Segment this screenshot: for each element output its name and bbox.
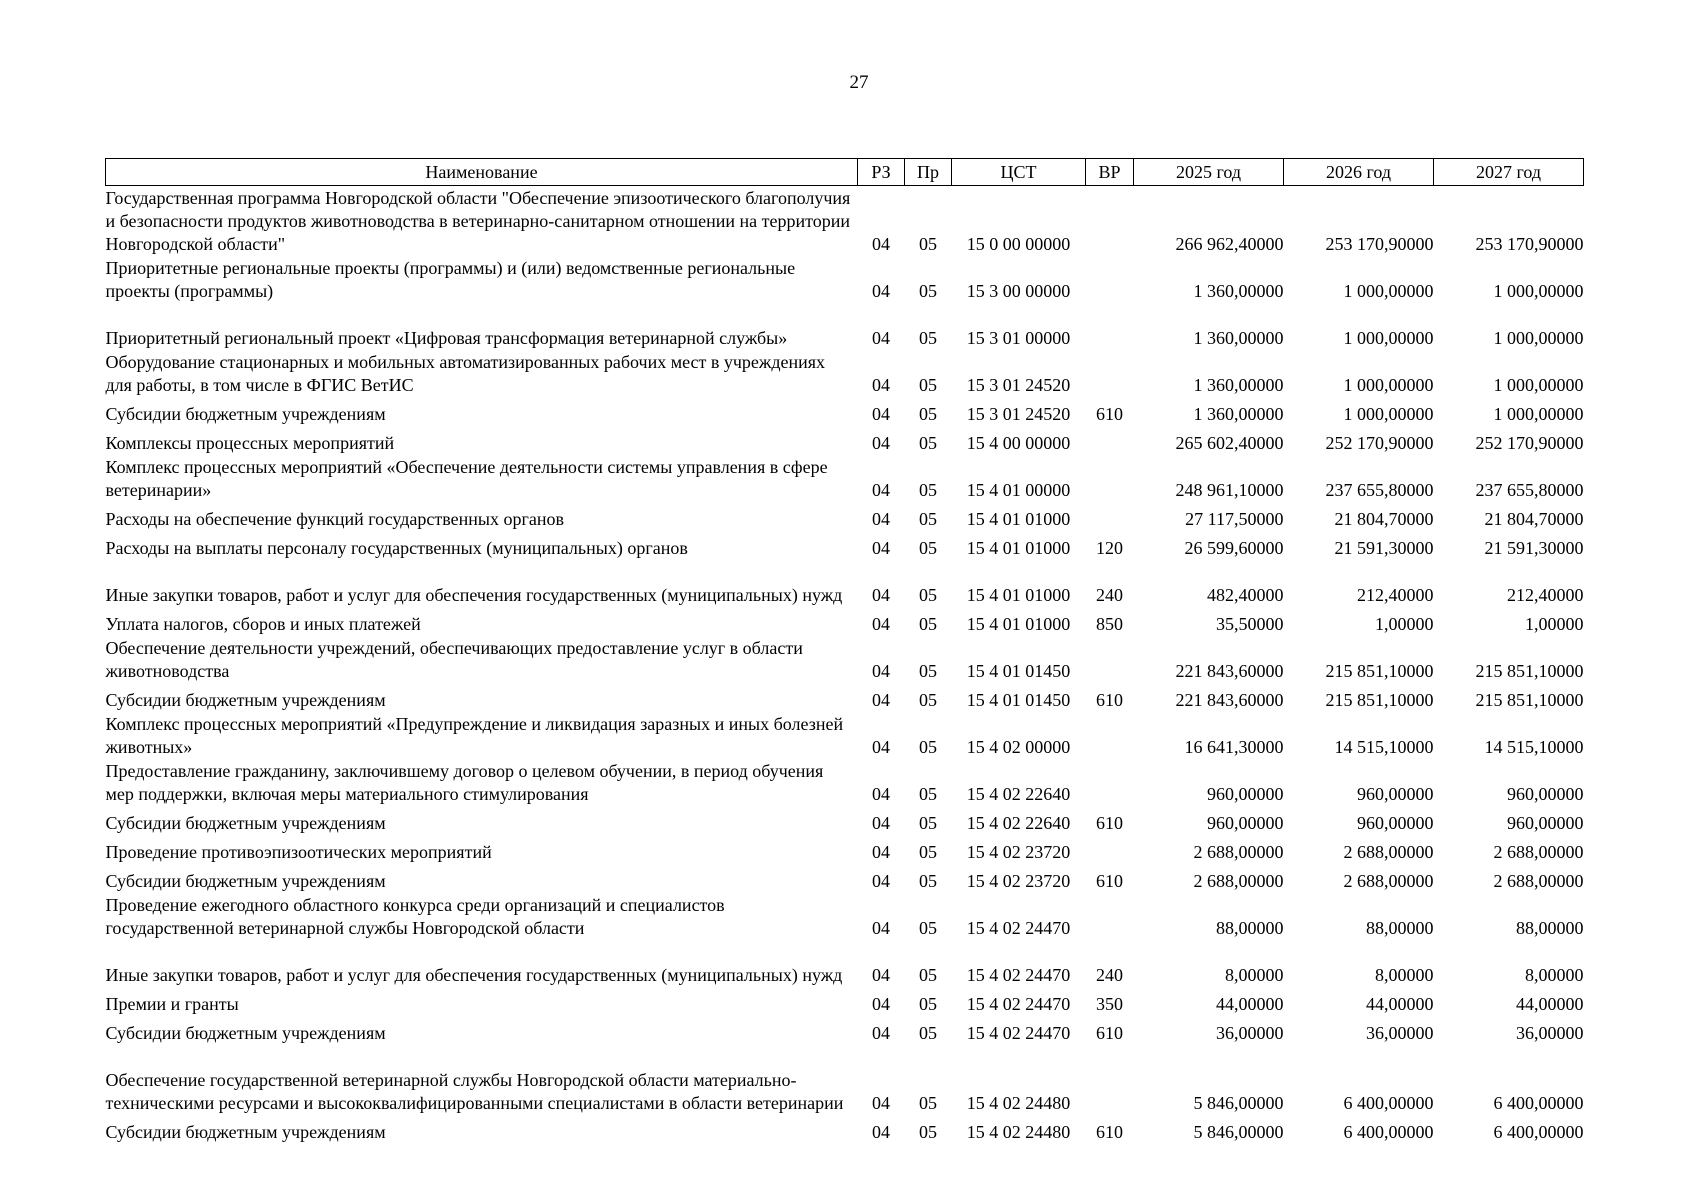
row-cst: 15 4 02 24470 <box>966 1023 1071 1043</box>
row-pr: 05 <box>919 690 937 710</box>
row-2026-value: 6 400,00000 <box>1343 1093 1434 1113</box>
row-vr <box>1086 502 1134 531</box>
row-2027-value: 8,00000 <box>1525 965 1584 985</box>
row-name: Субсидии бюджетным учреждениям <box>105 404 386 424</box>
row-2025-value: 5 846,00000 <box>1193 1093 1284 1113</box>
row-2026-value: 44,00000 <box>1366 994 1434 1014</box>
row-name: Оборудование стационарных и мобильных автоматизированных рабочих мест в учреждениях для работы, в том числе в ФГИС ВетИС <box>105 352 826 395</box>
table-row <box>106 607 1584 636</box>
row-2025-value: 1 360,00000 <box>1193 375 1284 395</box>
table-row <box>106 759 1584 806</box>
row-pr: 05 <box>919 538 937 558</box>
row-2027-value: 1 000,00000 <box>1493 404 1584 424</box>
header-2025: 2025 год <box>1134 159 1284 186</box>
row-name: Приоритетные региональные проекты (программы) и (или) ведомственные региональные проекты (программы) <box>105 258 796 301</box>
row-2027-value: 252 170,90000 <box>1475 433 1584 453</box>
row-2027-value: 1,00000 <box>1525 614 1584 634</box>
row-2025-value: 35,50000 <box>1216 614 1284 634</box>
row-2025-value: 16 641,30000 <box>1184 737 1284 757</box>
row-2026-value: 253 170,90000 <box>1325 234 1434 254</box>
row-rz: 04 <box>872 1093 890 1113</box>
table-row <box>106 1045 1584 1115</box>
row-2026-value: 960,00000 <box>1357 784 1434 804</box>
row-2026-value: 1 000,00000 <box>1343 404 1434 424</box>
row-rz: 04 <box>872 661 890 681</box>
row-pr: 05 <box>919 842 937 862</box>
row-pr: 05 <box>919 509 937 529</box>
row-cst: 15 4 02 24470 <box>966 965 1071 985</box>
row-2026-value: 212,40000 <box>1357 585 1434 605</box>
row-vr: 610 <box>1096 1023 1123 1043</box>
row-cst: 15 3 01 24520 <box>966 404 1071 424</box>
row-rz: 04 <box>872 614 890 634</box>
row-vr <box>1086 303 1134 350</box>
row-2026-value: 1,00000 <box>1375 614 1434 634</box>
header-2027: 2027 год <box>1434 159 1584 186</box>
row-cst: 15 4 02 00000 <box>966 737 1071 757</box>
row-rz: 04 <box>872 813 890 833</box>
row-rz: 04 <box>872 234 890 254</box>
row-name: Предоставление гражданину, заключившему договор о целевом обучении, в период обучения мер поддержки, включая меры материального стимулирования <box>105 761 824 804</box>
row-pr: 05 <box>919 813 937 833</box>
row-2027-value: 215 851,10000 <box>1475 661 1584 681</box>
row-2027-value: 14 515,10000 <box>1484 737 1584 757</box>
row-2026-value: 1 000,00000 <box>1343 375 1434 395</box>
row-2025-value: 26 599,60000 <box>1184 538 1284 558</box>
header-name: Наименование <box>106 159 858 186</box>
row-rz: 04 <box>872 433 890 453</box>
row-name: Расходы на обеспечение функций государственных органов <box>105 509 564 529</box>
row-vr: 610 <box>1096 871 1123 891</box>
row-2026-value: 1 000,00000 <box>1343 328 1434 348</box>
row-2027-value: 2 688,00000 <box>1493 871 1584 891</box>
row-cst: 15 4 02 23720 <box>966 842 1071 862</box>
row-2026-value: 14 515,10000 <box>1334 737 1434 757</box>
row-rz: 04 <box>872 842 890 862</box>
header-2026: 2026 год <box>1284 159 1434 186</box>
row-rz: 04 <box>872 994 890 1014</box>
table-row <box>106 712 1584 759</box>
row-2027-value: 36,00000 <box>1516 1023 1584 1043</box>
table-row <box>106 806 1584 835</box>
row-pr: 05 <box>919 375 937 395</box>
row-name: Комплекс процессных мероприятий «Обеспечение деятельности системы управления в сфере ветеринарии» <box>105 457 828 500</box>
row-cst: 15 4 02 24480 <box>966 1122 1071 1142</box>
row-2027-value: 2 688,00000 <box>1493 842 1584 862</box>
row-2025-value: 27 117,50000 <box>1185 509 1284 529</box>
row-pr: 05 <box>919 1122 937 1142</box>
table-row <box>106 987 1584 1016</box>
row-2025-value: 960,00000 <box>1207 784 1284 804</box>
table-row <box>106 893 1584 940</box>
row-pr: 05 <box>919 871 937 891</box>
row-rz: 04 <box>872 375 890 395</box>
row-pr: 05 <box>919 404 937 424</box>
row-vr <box>1086 1045 1134 1115</box>
row-vr <box>1086 256 1134 303</box>
row-2026-value: 8,00000 <box>1375 965 1434 985</box>
row-name: Субсидии бюджетным учреждениям <box>105 1023 386 1043</box>
row-pr: 05 <box>919 234 937 254</box>
row-rz: 04 <box>872 328 890 348</box>
table-row <box>106 683 1584 712</box>
row-name: Обеспечение деятельности учреждений, обеспечивающих предоставление услуг в области животноводства <box>105 638 803 681</box>
row-2027-value: 1 000,00000 <box>1493 281 1584 301</box>
row-2025-value: 36,00000 <box>1216 1023 1284 1043</box>
table-row <box>106 1115 1584 1144</box>
row-pr: 05 <box>919 328 937 348</box>
table-row <box>106 455 1584 502</box>
row-rz: 04 <box>872 965 890 985</box>
row-2027-value: 237 655,80000 <box>1475 480 1584 500</box>
row-pr: 05 <box>919 614 937 634</box>
row-2025-value: 8,00000 <box>1225 965 1284 985</box>
row-2026-value: 36,00000 <box>1366 1023 1434 1043</box>
row-vr <box>1086 636 1134 683</box>
row-name: Иные закупки товаров, работ и услуг для обеспечения государственных (муниципальных) нужд <box>105 585 843 605</box>
row-cst: 15 4 02 24470 <box>966 918 1071 938</box>
row-2026-value: 21 591,30000 <box>1334 538 1434 558</box>
row-2026-value: 215 851,10000 <box>1325 661 1434 681</box>
row-2027-value: 212,40000 <box>1507 585 1584 605</box>
row-2026-value: 2 688,00000 <box>1343 871 1434 891</box>
row-2025-value: 221 843,60000 <box>1175 661 1284 681</box>
header-pr: Пр <box>905 159 952 186</box>
row-name: Приоритетный региональный проект «Цифровая трансформация ветеринарной службы» <box>105 328 788 348</box>
row-name: Субсидии бюджетным учреждениям <box>105 1122 386 1142</box>
row-name: Субсидии бюджетным учреждениям <box>105 690 386 710</box>
row-2025-value: 1 360,00000 <box>1193 328 1284 348</box>
row-name: Комплекс процессных мероприятий «Предупреждение и ликвидация заразных и иных болезней животных» <box>105 714 844 757</box>
row-name: Субсидии бюджетным учреждениям <box>105 813 386 833</box>
row-2026-value: 215 851,10000 <box>1325 690 1434 710</box>
row-vr: 240 <box>1096 965 1123 985</box>
row-pr: 05 <box>919 281 937 301</box>
row-2026-value: 1 000,00000 <box>1343 281 1434 301</box>
row-2025-value: 960,00000 <box>1207 813 1284 833</box>
row-vr: 610 <box>1096 404 1123 424</box>
row-2027-value: 44,00000 <box>1516 994 1584 1014</box>
row-rz: 04 <box>872 480 890 500</box>
row-pr: 05 <box>919 585 937 605</box>
row-2025-value: 221 843,60000 <box>1175 690 1284 710</box>
row-rz: 04 <box>872 509 890 529</box>
row-rz: 04 <box>872 737 890 757</box>
row-2026-value: 960,00000 <box>1357 813 1434 833</box>
row-cst: 15 4 00 00000 <box>966 433 1071 453</box>
table-row <box>106 531 1584 560</box>
header-cst: ЦСТ <box>952 159 1086 186</box>
row-2027-value: 1 000,00000 <box>1493 375 1584 395</box>
row-cst: 15 3 01 24520 <box>966 375 1071 395</box>
row-pr: 05 <box>919 994 937 1014</box>
row-cst: 15 4 01 00000 <box>966 480 1071 500</box>
row-name: Комплексы процессных мероприятий <box>105 433 395 453</box>
row-2025-value: 1 360,00000 <box>1193 404 1284 424</box>
table-row <box>106 560 1584 607</box>
row-vr <box>1086 350 1134 397</box>
budget-table <box>105 158 1584 1144</box>
row-vr: 350 <box>1096 994 1123 1014</box>
row-pr: 05 <box>919 784 937 804</box>
row-cst: 15 4 02 22640 <box>966 784 1071 804</box>
row-vr <box>1086 759 1134 806</box>
page-number: 27 <box>849 72 869 93</box>
row-2027-value: 6 400,00000 <box>1493 1093 1584 1113</box>
row-2027-value: 253 170,90000 <box>1475 234 1584 254</box>
row-2027-value: 960,00000 <box>1507 813 1584 833</box>
row-pr: 05 <box>919 480 937 500</box>
row-pr: 05 <box>919 433 937 453</box>
table-row <box>106 256 1584 303</box>
row-vr: 120 <box>1096 538 1123 558</box>
row-cst: 15 4 01 01450 <box>966 690 1071 710</box>
row-cst: 15 4 01 01000 <box>966 538 1071 558</box>
row-name: Уплата налогов, сборов и иных платежей <box>105 614 421 634</box>
row-2027-value: 21 591,30000 <box>1484 538 1584 558</box>
row-2025-value: 44,00000 <box>1216 994 1284 1014</box>
table-row <box>106 303 1584 350</box>
row-rz: 04 <box>872 690 890 710</box>
row-vr <box>1086 426 1134 455</box>
row-rz: 04 <box>872 1023 890 1043</box>
table-row <box>106 864 1584 893</box>
row-cst: 15 0 00 00000 <box>966 234 1071 254</box>
row-name: Проведение противоэпизоотических мероприятий <box>105 842 492 862</box>
row-2027-value: 960,00000 <box>1507 784 1584 804</box>
row-vr <box>1086 835 1134 864</box>
row-cst: 15 4 02 24470 <box>966 994 1071 1014</box>
row-name: Государственная программа Новгородской области "Обеспечение эпизоотического благополучия и безопасности продуктов животноводства в ветеринарно-санитарном отношении на территории Новгородской области" <box>105 188 851 254</box>
row-name: Обеспечение государственной ветеринарной службы Новгородской области материально-техническими ресурсами и высококвалифицированными специалистами в области ветеринарии <box>105 1070 844 1113</box>
row-cst: 15 4 01 01000 <box>966 585 1071 605</box>
row-cst: 15 4 01 01450 <box>966 661 1071 681</box>
row-pr: 05 <box>919 737 937 757</box>
row-2025-value: 5 846,00000 <box>1193 1122 1284 1142</box>
row-name: Проведение ежегодного областного конкурса среди организаций и специалистов государственной ветеринарной службы Новгородской области <box>105 895 725 938</box>
table-row <box>106 940 1584 987</box>
table-row <box>106 835 1584 864</box>
row-vr: 610 <box>1096 813 1123 833</box>
row-2026-value: 252 170,90000 <box>1325 433 1434 453</box>
table-body <box>106 186 1584 1145</box>
row-cst: 15 4 02 23720 <box>966 871 1071 891</box>
row-rz: 04 <box>872 871 890 891</box>
row-2026-value: 6 400,00000 <box>1343 1122 1434 1142</box>
row-rz: 04 <box>872 538 890 558</box>
header-rz: РЗ <box>858 159 905 186</box>
row-pr: 05 <box>919 1023 937 1043</box>
row-rz: 04 <box>872 585 890 605</box>
row-vr: 240 <box>1096 585 1123 605</box>
row-2025-value: 248 961,10000 <box>1175 480 1284 500</box>
row-2027-value: 215 851,10000 <box>1475 690 1584 710</box>
row-2027-value: 1 000,00000 <box>1493 328 1584 348</box>
row-rz: 04 <box>872 918 890 938</box>
header-vr: ВР <box>1086 159 1134 186</box>
row-2027-value: 21 804,70000 <box>1484 509 1584 529</box>
row-2026-value: 88,00000 <box>1366 918 1434 938</box>
row-cst: 15 3 01 00000 <box>966 328 1071 348</box>
row-vr <box>1086 186 1134 257</box>
row-rz: 04 <box>872 281 890 301</box>
row-2025-value: 266 962,40000 <box>1175 234 1284 254</box>
table-row <box>106 636 1584 683</box>
row-cst: 15 4 02 24480 <box>966 1093 1071 1113</box>
row-rz: 04 <box>872 1122 890 1142</box>
row-name: Расходы на выплаты персоналу государственных (муниципальных) органов <box>105 538 688 558</box>
row-vr: 610 <box>1096 690 1123 710</box>
row-2026-value: 2 688,00000 <box>1343 842 1434 862</box>
table-row <box>106 397 1584 426</box>
row-2025-value: 265 602,40000 <box>1175 433 1284 453</box>
row-cst: 15 4 01 01000 <box>966 509 1071 529</box>
row-vr: 850 <box>1096 614 1123 634</box>
row-2027-value: 6 400,00000 <box>1493 1122 1584 1142</box>
table-header <box>106 159 1584 186</box>
row-cst: 15 4 02 22640 <box>966 813 1071 833</box>
row-rz: 04 <box>872 784 890 804</box>
table-row <box>106 426 1584 455</box>
row-vr <box>1086 893 1134 940</box>
row-2025-value: 1 360,00000 <box>1193 281 1284 301</box>
row-name: Субсидии бюджетным учреждениям <box>105 871 386 891</box>
row-pr: 05 <box>919 965 937 985</box>
row-name: Иные закупки товаров, работ и услуг для обеспечения государственных (муниципальных) нужд <box>105 965 843 985</box>
row-2027-value: 88,00000 <box>1516 918 1584 938</box>
row-cst: 15 4 01 01000 <box>966 614 1071 634</box>
row-vr <box>1086 712 1134 759</box>
row-rz: 04 <box>872 404 890 424</box>
row-2025-value: 482,40000 <box>1207 585 1284 605</box>
table-row <box>106 1016 1584 1045</box>
row-pr: 05 <box>919 661 937 681</box>
table-row <box>106 350 1584 397</box>
row-vr <box>1086 455 1134 502</box>
row-2025-value: 88,00000 <box>1216 918 1284 938</box>
table-row <box>106 502 1584 531</box>
row-2026-value: 21 804,70000 <box>1334 509 1434 529</box>
row-2025-value: 2 688,00000 <box>1193 842 1284 862</box>
row-2026-value: 237 655,80000 <box>1325 480 1434 500</box>
row-2025-value: 2 688,00000 <box>1193 871 1284 891</box>
row-pr: 05 <box>919 918 937 938</box>
row-pr: 05 <box>919 1093 937 1113</box>
row-vr: 610 <box>1096 1122 1123 1142</box>
table-row <box>106 186 1584 257</box>
row-cst: 15 3 00 00000 <box>966 281 1071 301</box>
row-name: Премии и гранты <box>105 994 239 1014</box>
